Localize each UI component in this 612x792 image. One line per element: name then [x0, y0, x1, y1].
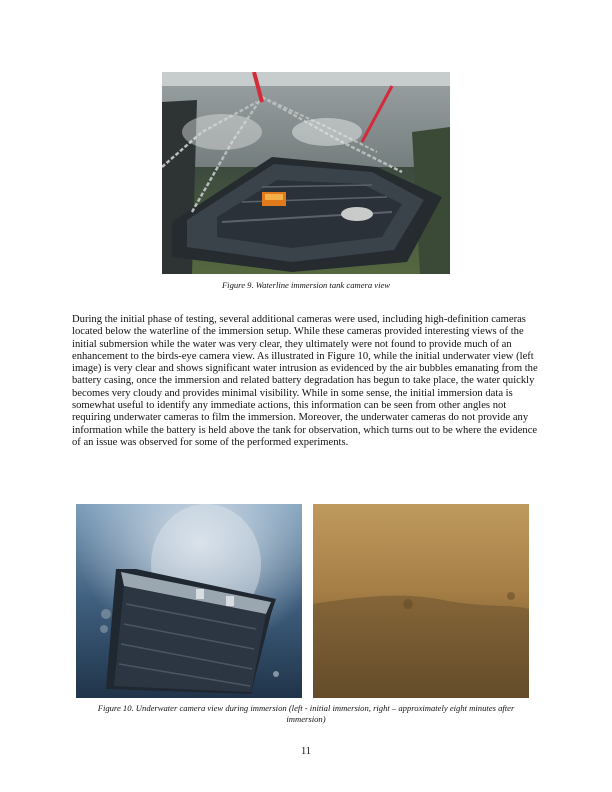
tank-camera-image	[162, 72, 450, 274]
page-number: 11	[300, 746, 312, 757]
figure-9-photo	[162, 72, 450, 274]
figure-10-caption: Figure 10. Underwater camera view during immersion (left - initial immersion, right – approximately eight minutes after immersion)	[97, 703, 515, 724]
initial-immersion-image	[76, 504, 302, 698]
figure-9-caption: Figure 9. Waterline immersion tank camera view	[221, 280, 391, 290]
figure-10-right-photo	[313, 504, 529, 698]
body-paragraph: During the initial phase of testing, several additional cameras were used, including high-definition cameras located below the waterline of the immersion setup. While these cameras provided interesting views of the initial submersion while the water was very clear, they ultimately were not found to provide much of an enhancement to the birds-eye camera view. As illustrated in Figure 10, while the initial underwater view (left image) is very clear and shows significant water intrusion as evidenced by the air bubbles emanating from the battery casing, once the immersion and related battery degradation has begun to take place, the water quickly becomes very cloudy and provides minimal visibility. While in some sense, the initial immersion data is somewhat useful to identify any immediate actions, this information can be seen from other angles not requiring underwater cameras to film the immersion. Moreover, the underwater cameras do not provide any information while the battery is held above the tank for observation, which turns out to be where the evidence of an issue was observed for some of the performed experiments.	[72, 314, 538, 448]
figure-10-left-photo	[76, 504, 302, 698]
cloudy-water-image	[313, 504, 529, 698]
